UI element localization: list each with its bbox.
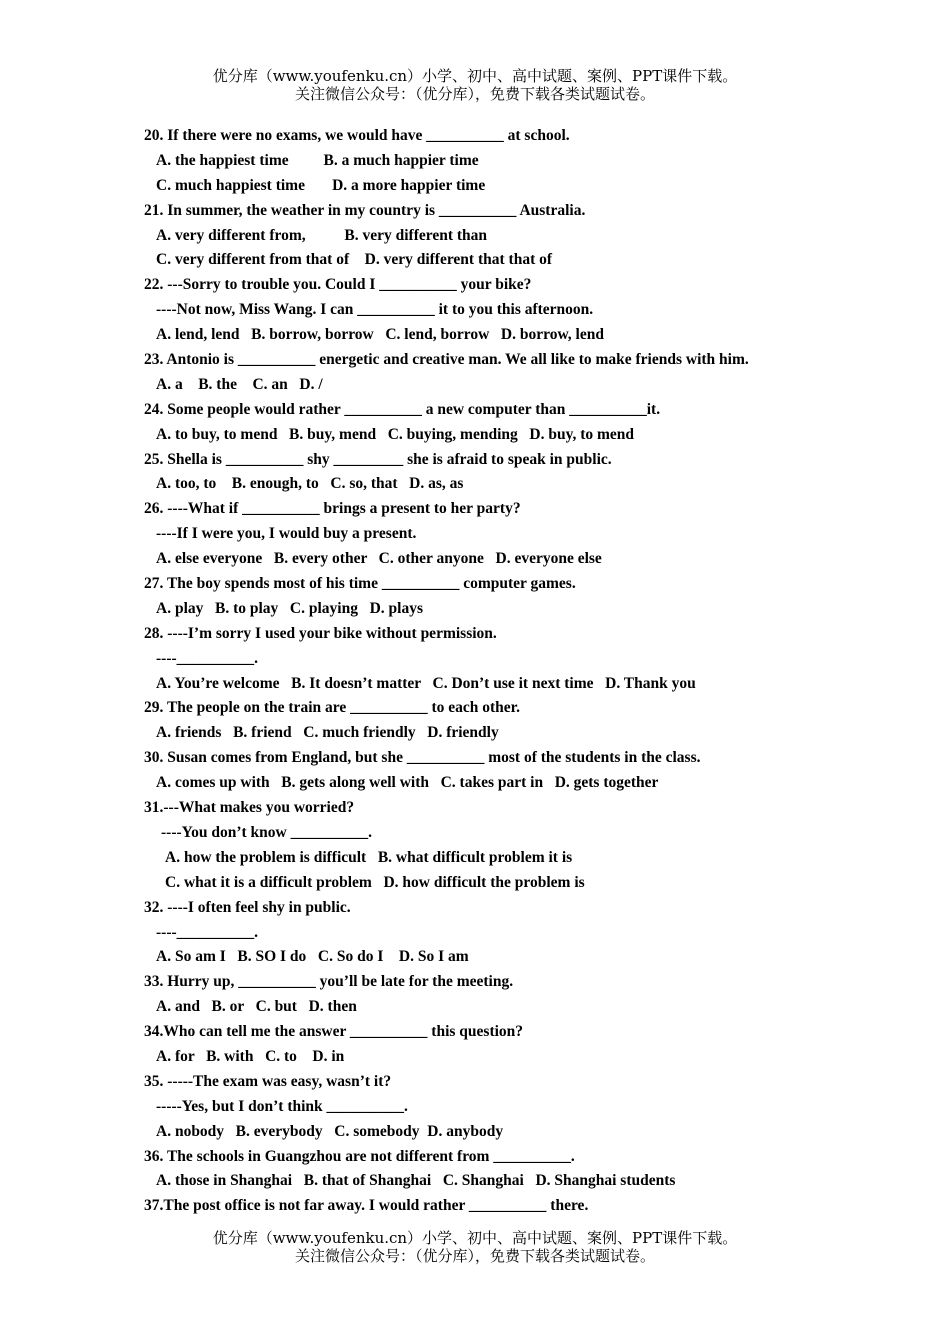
option-line: A. to buy, to mend B. buy, mend C. buying, mending D. buy, to mend [156,425,635,443]
question-line: 34.Who can tell me the answer __________ this question? [144,1023,524,1041]
question-line: 25. Shella is __________ shy _________ she is afraid to speak in public. [144,450,612,468]
option-line: ----__________. [156,649,259,667]
option-line: ----You don’t know __________. [161,823,372,841]
option-line: C. much happiest time D. a more happier time [156,176,486,194]
option-line: A. a B. the C. an D. / [156,375,323,393]
question-line: 27. The boy spends most of his time __________ computer games. [144,575,576,593]
option-line: A. for B. with C. to D. in [156,1047,345,1065]
option-line: A. comes up with B. gets along well with C. takes part in D. gets together [156,774,659,792]
option-line: A. friends B. friend C. much friendly D. friendly [156,724,499,742]
option-line: ----Not now, Miss Wang. I can __________ it to you this afternoon. [156,301,594,319]
option-line: A. too, to B. enough, to C. so, that D. as, as [156,475,464,493]
option-line: A. very different from, B. very different than [156,226,488,244]
question-line: 31.---What makes you worried? [144,799,355,817]
option-line: C. what it is a difficult problem D. how difficult the problem is [165,873,585,891]
header-line-2: 关注微信公众号：（优分库），免费下载各类试题试卷。 [294,85,655,103]
question-line: 22. ---Sorry to trouble you. Could I __________ your bike? [144,276,532,294]
option-line: ----__________. [156,923,259,941]
option-line: A. nobody B. everybody C. somebody D. anybody [156,1122,504,1140]
question-line: 29. The people on the train are __________ to each other. [144,699,521,717]
page-header [0,67,950,103]
option-line: A. and B. or C. but D. then [156,998,357,1016]
option-line: -----Yes, but I don’t think __________. [156,1097,408,1115]
option-line: A. play B. to play C. playing D. plays [156,599,423,617]
question-line: 37.The post office is not far away. I would rather __________ there. [144,1197,589,1215]
footer-line-1: 优分库（www.youfenku.cn）小学、初中、高中试题、案例、PPT课件下载。 [212,1229,738,1247]
question-line: 20. If there were no exams, we would have __________ at school. [144,127,570,144]
option-line: A. else everyone B. every other C. other anyone D. everyone else [156,550,602,568]
question-line: 30. Susan comes from England, but she __________ most of the students in the class. [144,749,701,767]
question-line: 35. -----The exam was easy, wasn’t it? [144,1072,392,1090]
option-line: A. the happiest time B. a much happier time [156,151,479,169]
question-line: 33. Hurry up, __________ you’ll be late for the meeting. [144,973,514,991]
question-line: 28. ----I’m sorry I used your bike without permission. [144,624,497,642]
option-line: A. You’re welcome B. It doesn’t matter C. Don’t use it next time D. Thank you [156,674,696,692]
option-line: A. So am I B. SO I do C. So do I D. So I am [156,948,469,966]
footer-line-2: 关注微信公众号：（优分库），免费下载各类试题试卷。 [294,1247,655,1265]
option-line: A. lend, lend B. borrow, borrow C. lend, borrow D. borrow, lend [156,326,604,344]
question-line: 24. Some people would rather __________ a new computer than __________it. [144,400,661,418]
question-line: 26. ----What if __________ brings a present to her party? [144,500,521,518]
header-line-1: 优分库（www.youfenku.cn）小学、初中、高中试题、案例、PPT课件下载。 [212,67,738,85]
option-line: A. how the problem is difficult B. what difficult problem it is [165,848,573,866]
question-line: 36. The schools in Guangzhou are not different from __________. [144,1147,575,1165]
option-line: C. very different from that of D. very different that that of [156,251,553,269]
question-line: 32. ----I often feel shy in public. [144,898,351,916]
question-line: 21. In summer, the weather in my country is __________ Australia. [144,201,586,219]
option-line: ----If I were you, I would buy a present. [156,525,417,543]
page-footer [0,1229,950,1265]
option-line: A. those in Shanghai B. that of Shanghai C. Shanghai D. Shanghai students [156,1172,676,1190]
exercise-content [144,124,844,1219]
question-line: 23. Antonio is __________ energetic and creative man. We all like to make friends with him. [144,351,749,369]
